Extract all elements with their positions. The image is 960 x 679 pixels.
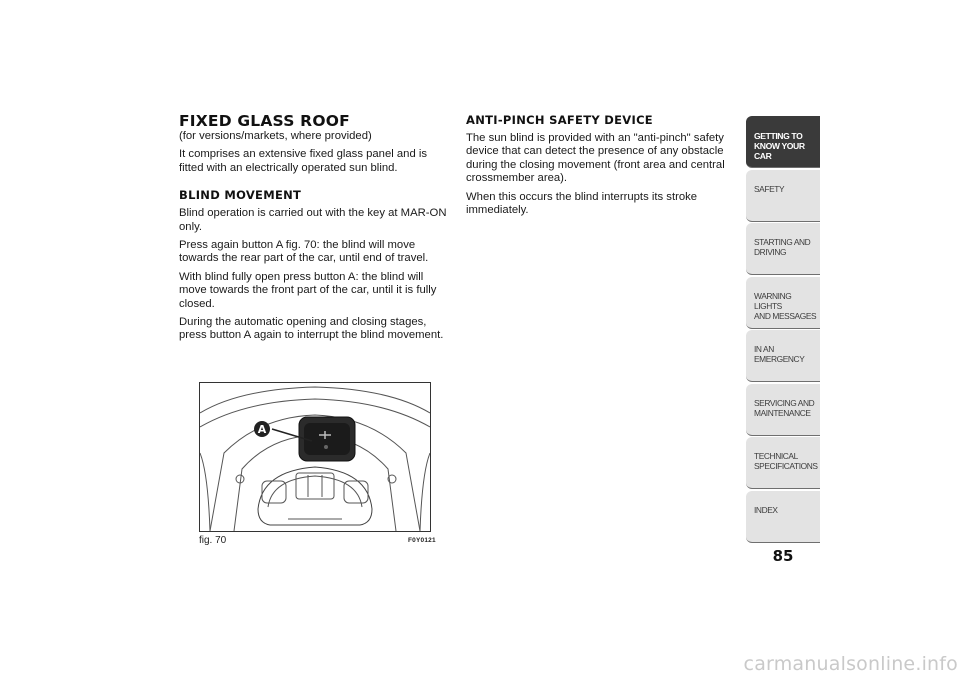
tab-starting-and-driving[interactable] — [746, 223, 820, 275]
left-column — [179, 112, 451, 348]
tab-label: SAFETY — [754, 183, 785, 194]
intro-paragraph: It comprises an extensive fixed glass panel and is fitted with an electrically operated sun blind. — [179, 148, 428, 174]
chapter-tabs — [746, 116, 820, 544]
section-subtitle: (for versions/markets, where provided) — [179, 130, 372, 142]
blind-movement-heading: BLIND MOVEMENT — [179, 188, 302, 203]
page-number: 85 — [772, 547, 794, 565]
tab-technical-specifications[interactable] — [746, 437, 820, 489]
paragraph: With blind fully open press button A: the blind will move towards the front part of the car, until it is fully closed. — [179, 270, 437, 310]
tab-index[interactable] — [746, 491, 820, 543]
watermark: carmanualsonline.info — [743, 653, 958, 675]
tab-in-an-emergency[interactable] — [746, 330, 820, 382]
tab-safety[interactable] — [746, 170, 820, 222]
paragraph: During the automatic opening and closing stages, press button A again to interrupt the blind movement. — [179, 316, 444, 342]
paragraph: The sun blind is provided with an "anti-pinch" safety device that can detect the presence of any obstacle during the closing movement (front area and central crossmember area). — [466, 132, 725, 185]
tab-servicing-and-maintenance[interactable] — [746, 384, 820, 436]
figure-caption: fig. 70 — [199, 535, 227, 546]
section-title: FIXED GLASS ROOF — [179, 112, 350, 130]
tab-warning-lights[interactable] — [746, 277, 820, 329]
tab-getting-to-know-your-car[interactable] — [746, 116, 820, 168]
callout-label: A — [257, 423, 267, 436]
tab-label: STARTING AND DRIVING — [754, 237, 811, 257]
tab-label: TECHNICAL SPECIFICATIONS — [754, 451, 818, 471]
paragraph: Blind operation is carried out with the key at MAR-ON only. — [179, 207, 447, 233]
tab-label: INDEX — [754, 504, 778, 515]
anti-pinch-heading: ANTI-PINCH SAFETY DEVICE — [466, 113, 653, 127]
tab-label: WARNING LIGHTS AND MESSAGES — [754, 290, 817, 321]
tab-label: SERVICING AND MAINTENANCE — [754, 397, 815, 418]
roof-control-illustration — [199, 382, 431, 532]
right-column — [466, 112, 736, 222]
headliner-drawing — [200, 383, 430, 531]
tab-label: GETTING TO KNOW YOUR CAR — [754, 131, 805, 161]
paragraph: When this occurs the blind interrupts its stroke immediately. — [466, 190, 698, 217]
figure-code: F0Y0121 — [408, 537, 436, 544]
tab-label: IN AN EMERGENCY — [754, 344, 805, 364]
paragraph: Press again button A fig. 70: the blind will move towards the rear part of the car, until end of travel. — [179, 239, 429, 265]
